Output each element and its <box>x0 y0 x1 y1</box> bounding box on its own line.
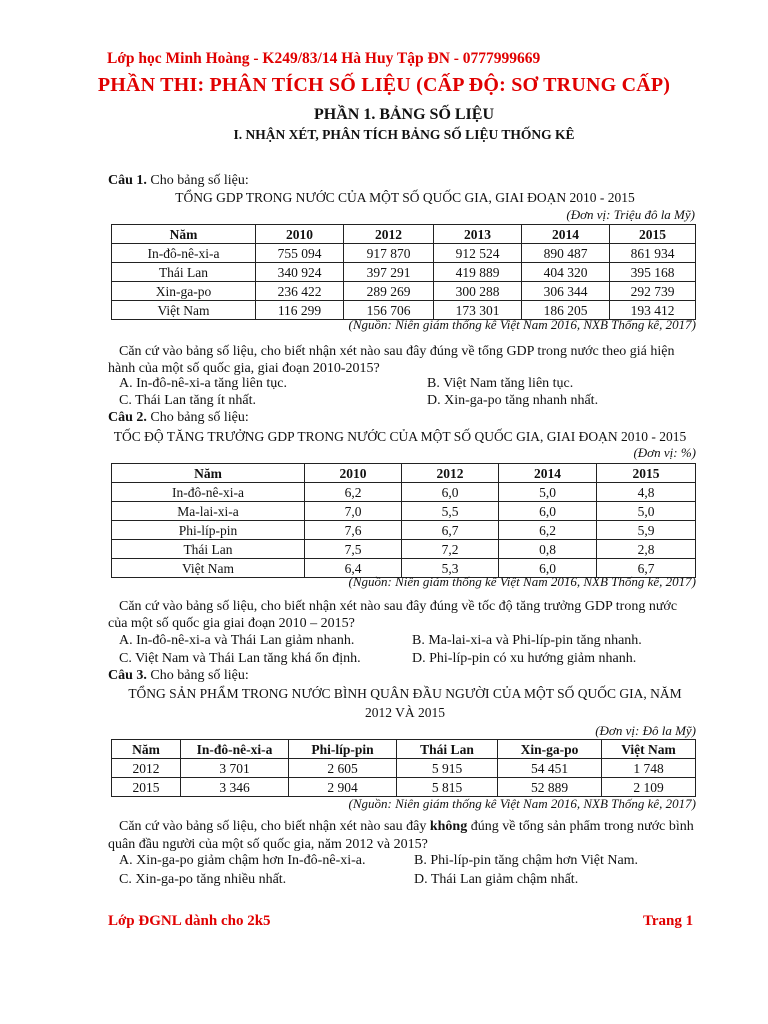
header-cell: 2012 <box>344 225 434 244</box>
table-row <box>112 244 696 263</box>
table-cell: 404 320 <box>522 263 610 282</box>
table-cell: 7,0 <box>305 502 402 521</box>
table-row <box>112 282 696 301</box>
table-cell: 236 422 <box>256 282 344 301</box>
table-cell: 5,0 <box>597 502 696 521</box>
table-cell: 116 299 <box>256 301 344 320</box>
table-cell: 54 451 <box>498 759 602 778</box>
table-row <box>112 521 696 540</box>
table-cell: Việt Nam <box>112 559 305 578</box>
table-cell: 890 487 <box>522 244 610 263</box>
q2-option-b[interactable]: B. Ma-lai-xi-a và Phi-líp-pin tăng nhanh. <box>412 633 642 648</box>
q1-option-b[interactable]: B. Việt Nam tăng liên tục. <box>427 376 574 391</box>
table-cell: 6,4 <box>305 559 402 578</box>
table-cell: Ma-lai-xi-a <box>112 502 305 521</box>
table-cell: Phi-líp-pin <box>112 521 305 540</box>
table-cell: 156 706 <box>344 301 434 320</box>
table-cell: 300 288 <box>434 282 522 301</box>
q1-unit: (Đơn vị: Triệu đô la Mỹ) <box>566 207 695 222</box>
table-cell: 5 815 <box>397 778 498 797</box>
q2-option-d[interactable]: D. Phi-líp-pin có xu hướng giảm nhanh. <box>412 651 637 666</box>
table-cell: 340 924 <box>256 263 344 282</box>
table-cell: 395 168 <box>610 263 696 282</box>
table-cell: Thái Lan <box>112 263 256 282</box>
q1-question-line2: hành của một số quốc gia, giai đoạn 2010-2015? <box>108 361 380 376</box>
table-cell: In-đô-nê-xi-a <box>112 244 256 263</box>
section-title: I. NHẬN XÉT, PHÂN TÍCH BẢNG SỐ LIỆU THỐNG KÊ <box>233 127 575 142</box>
table-cell: 5,5 <box>402 502 499 521</box>
header-cell: Năm <box>112 740 181 759</box>
q3-question-line2: quân đầu người của một số quốc gia, năm 2012 và 2015? <box>108 837 428 852</box>
table-cell: 0,8 <box>499 540 597 559</box>
q1-intro: Cho bảng số liệu: <box>146 173 249 188</box>
table-cell: 7,5 <box>305 540 402 559</box>
q1-heading <box>108 173 249 189</box>
q3-label: Câu 3. <box>108 668 147 683</box>
header-cell: Thái Lan <box>397 740 498 759</box>
table-cell: 173 301 <box>434 301 522 320</box>
q3-question-emphasis: không <box>429 819 468 834</box>
table-cell: 5,3 <box>402 559 499 578</box>
table-cell: 1 748 <box>602 759 696 778</box>
table-cell: 5,9 <box>597 521 696 540</box>
table-cell: 2 904 <box>289 778 397 797</box>
q2-table-title: TỐC ĐỘ TĂNG TRƯỞNG GDP TRONG NƯỚC CỦA MỘT SỐ QUỐC GIA, GIAI ĐOẠN 2010 - 2015 <box>113 429 687 444</box>
table-cell: 5,0 <box>499 483 597 502</box>
q1-option-c[interactable]: C. Thái Lan tăng ít nhất. <box>119 393 256 408</box>
table-cell: 2 109 <box>602 778 696 797</box>
q3-question-pre: Căn cứ vào bảng số liệu, cho biết nhận xét nào sau đây <box>119 819 430 834</box>
school-header: Lớp học Minh Hoàng - K249/83/14 Hà Huy Tập ĐN - 0777999669 <box>107 50 541 67</box>
q3-question-post: đúng về tổng sản phẩm trong nước bình <box>467 819 694 834</box>
q2-intro: Cho bảng số liệu: <box>146 410 249 425</box>
table-cell: 2015 <box>112 778 181 797</box>
header-cell: Phi-líp-pin <box>289 740 397 759</box>
q2-source: (Nguồn: Niên giám thống kê Việt Nam 2016, NXB Thống kê, 2017) <box>348 574 696 589</box>
q2-question-line2: của một số quốc gia giai đoạn 2010 – 2015? <box>108 616 355 631</box>
table-cell: 397 291 <box>344 263 434 282</box>
table-row <box>112 263 696 282</box>
table-cell: 6,7 <box>597 559 696 578</box>
q3-option-a[interactable]: A. Xin-ga-po giảm chậm hơn In-đô-nê-xi-a. <box>119 853 366 868</box>
header-cell: 2012 <box>402 464 499 483</box>
q2-heading <box>108 410 249 426</box>
q3-option-c[interactable]: C. Xin-ga-po tăng nhiều nhất. <box>119 872 287 887</box>
header-cell: Năm <box>112 464 305 483</box>
q2-unit: (Đơn vị: %) <box>633 445 696 460</box>
q1-question-line1: Căn cứ vào bảng số liệu, cho biết nhận xét nào sau đây đúng về tổng GDP trong nước theo giá hiện <box>119 344 675 359</box>
table-cell: 306 344 <box>522 282 610 301</box>
header-cell: Xin-ga-po <box>498 740 602 759</box>
q2-option-a[interactable]: A. In-đô-nê-xi-a và Thái Lan giảm nhanh. <box>119 633 355 648</box>
table-row <box>112 540 696 559</box>
q1-option-a[interactable]: A. In-đô-nê-xi-a tăng liên tục. <box>119 376 287 391</box>
q1-option-d[interactable]: D. Xin-ga-po tăng nhanh nhất. <box>427 393 599 408</box>
table-cell: 5 915 <box>397 759 498 778</box>
table-header-row <box>112 225 696 244</box>
header-cell: 2010 <box>305 464 402 483</box>
q2-label: Câu 2. <box>108 410 147 425</box>
table-cell: 193 412 <box>610 301 696 320</box>
table-cell: 4,8 <box>597 483 696 502</box>
header-cell: 2014 <box>522 225 610 244</box>
table-cell: 7,6 <box>305 521 402 540</box>
table-cell: 2012 <box>112 759 181 778</box>
header-cell: 2015 <box>610 225 696 244</box>
q3-unit: (Đơn vị: Đô la Mỹ) <box>595 723 696 738</box>
table-cell: 6,7 <box>402 521 499 540</box>
table-cell: 6,2 <box>499 521 597 540</box>
table-cell: 6,0 <box>402 483 499 502</box>
table-cell: 755 094 <box>256 244 344 263</box>
header-cell: Việt Nam <box>602 740 696 759</box>
q2-option-c[interactable]: C. Việt Nam và Thái Lan tăng khá ổn định. <box>119 651 361 666</box>
table-cell: 2,8 <box>597 540 696 559</box>
table-cell: Xin-ga-po <box>112 282 256 301</box>
q1-question <box>108 343 708 360</box>
table-cell: 6,0 <box>499 502 597 521</box>
q3-data-table <box>111 739 696 797</box>
q2-question-line1: Căn cứ vào bảng số liệu, cho biết nhận xét nào sau đây đúng về tốc độ tăng trưởng GDP trong nước <box>119 599 678 614</box>
header-cell: 2010 <box>256 225 344 244</box>
table-header-row <box>112 464 696 483</box>
table-cell: 6,2 <box>305 483 402 502</box>
q3-table-title-line1: TỔNG SẢN PHẨM TRONG NƯỚC BÌNH QUÂN ĐẦU NGƯỜI CỦA MỘT SỐ QUỐC GIA, NĂM <box>128 686 682 701</box>
q1-table-title: TỔNG GDP TRONG NƯỚC CỦA MỘT SỐ QUỐC GIA, GIAI ĐOẠN 2010 - 2015 <box>175 190 635 205</box>
table-cell: Thái Lan <box>112 540 305 559</box>
table-cell: Việt Nam <box>112 301 256 320</box>
table-cell: 6,0 <box>499 559 597 578</box>
q1-data-table <box>111 224 696 320</box>
table-cell: 3 346 <box>181 778 289 797</box>
q2-data-table <box>111 463 696 578</box>
table-cell: 419 889 <box>434 263 522 282</box>
header-cell: 2013 <box>434 225 522 244</box>
footer-course: Lớp ĐGNL dành cho 2k5 <box>108 913 271 929</box>
q3-option-b[interactable]: B. Phi-líp-pin tăng chậm hơn Việt Nam. <box>414 853 639 868</box>
part-title: PHẦN 1. BẢNG SỐ LIỆU <box>313 106 495 123</box>
table-cell: In-đô-nê-xi-a <box>112 483 305 502</box>
q3-heading <box>108 668 249 684</box>
main-title: PHẦN THI: PHÂN TÍCH SỐ LIỆU (CẤP ĐỘ: SƠ TRUNG CẤP) <box>97 74 671 96</box>
q1-source: (Nguồn: Niên giám thống kê Việt Nam 2016, NXB Thống kê, 2017) <box>348 317 696 332</box>
table-cell: 917 870 <box>344 244 434 263</box>
table-cell: 52 889 <box>498 778 602 797</box>
table-row <box>112 502 696 521</box>
q2-question <box>108 598 708 615</box>
table-cell: 289 269 <box>344 282 434 301</box>
q3-intro: Cho bảng số liệu: <box>146 668 249 683</box>
header-cell: 2014 <box>499 464 597 483</box>
table-cell: 186 205 <box>522 301 610 320</box>
table-cell: 912 524 <box>434 244 522 263</box>
table-header-row <box>112 740 696 759</box>
table-row <box>112 778 696 797</box>
header-cell: In-đô-nê-xi-a <box>181 740 289 759</box>
table-cell: 292 739 <box>610 282 696 301</box>
page-number: Trang 1 <box>643 913 694 929</box>
q3-question <box>108 818 708 835</box>
header-cell: 2015 <box>597 464 696 483</box>
q3-table-title-line2: 2012 VÀ 2015 <box>364 705 445 720</box>
table-cell: 861 934 <box>610 244 696 263</box>
table-cell: 7,2 <box>402 540 499 559</box>
table-row <box>112 483 696 502</box>
q3-source: (Nguồn: Niên giám thống kê Việt Nam 2016, NXB Thống kê, 2017) <box>348 796 696 811</box>
table-cell: 2 605 <box>289 759 397 778</box>
q3-option-d[interactable]: D. Thái Lan giảm chậm nhất. <box>414 872 579 887</box>
table-cell: 3 701 <box>181 759 289 778</box>
table-row <box>112 759 696 778</box>
q1-label: Câu 1. <box>108 173 147 188</box>
header-cell: Năm <box>112 225 256 244</box>
